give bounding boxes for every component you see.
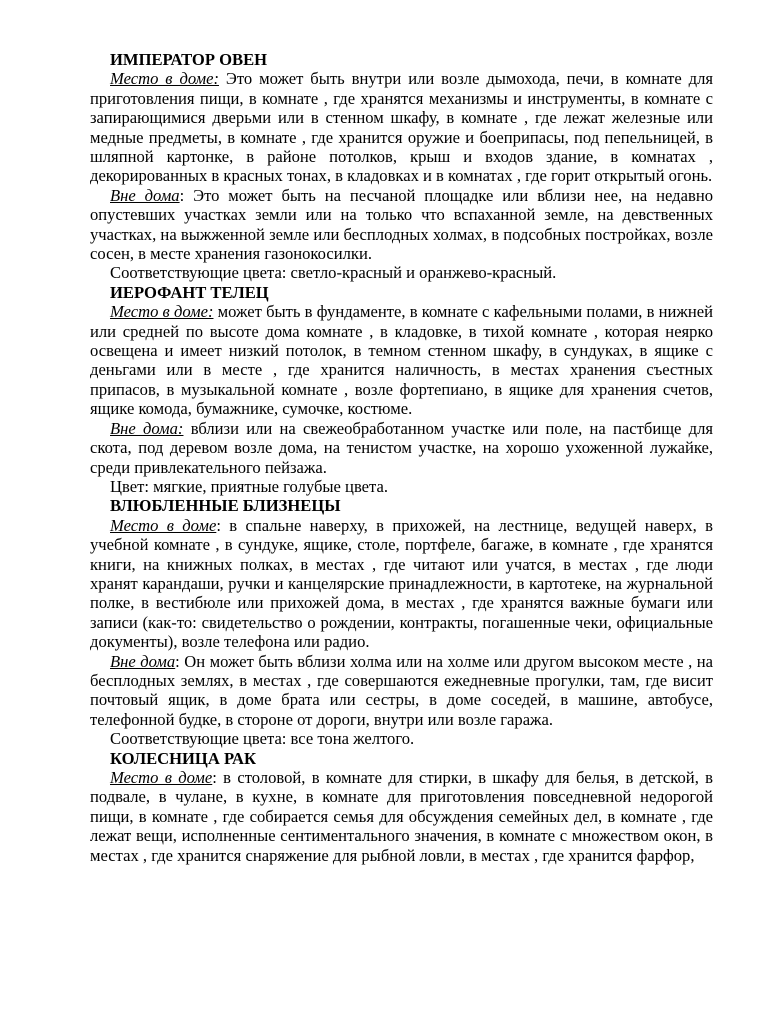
section-outside-gemini (90, 652, 713, 730)
outside-label: Вне дома (110, 185, 180, 205)
outside-text: вблизи или на свежеобработанном участке или поле, на пастбище для скота, под деревом возле дома, на тенистом участке, на хорошо ухоженной лужайке, среди привлекательного пейзажа. (90, 418, 713, 477)
section-colors-aries: Соответствующие цвета: светло-красный и оранжево-красный. (110, 263, 557, 283)
inside-text: Это может быть внутри или возле дымохода, печи, в комнате для приготовления пищи, в комнате , где хранятся механизмы и инструменты, в комнате с запирающимися дверьми или в стенном шкафу, в комнате , где лежат железные или медные предметы, в комнате , где хранится оружие и боеприпасы, под пепельницей, в шляпной картонке, в районе потолков, крыш и входов здание, в комнатах , декорированных в красных тонах, в кладовках и в комнатах , где горит открытый огонь. (90, 69, 713, 186)
document-page (90, 50, 713, 865)
outside-label: Вне дома (110, 651, 176, 671)
inside-text: может быть в фундаменте, в комнате с кафельными полами, в нижней или средней по высоте дома комнате , в кладовке, в тихой комнате , которая неярко освещена и имеет низкий потолок, в темном стенном шкафу, в сундуках, в ящике с деньгами или в месте , где хранится наличность, в местах хранения съестных припасов, в музыкальной комнате , возле фортепиано, в ящике для хранения счетов, ящике комода, бумажнике, сумочке, костюме. (90, 302, 713, 419)
section-inside-cancer (90, 768, 713, 865)
section-inside-gemini (90, 516, 713, 652)
section-colors-taurus: Цвет: мягкие, приятные голубые цвета. (110, 476, 389, 496)
inside-label: Место в доме (110, 515, 217, 535)
section-outside-aries (90, 186, 713, 264)
inside-text: : в столовой, в комнате для стирки, в шкафу для белья, в детской, в подвале, в чулане, в кухне, в комнате для приготовления повседневной недорогой пищи, в комнате , где собирается семья для обсуждения семейных дел, в комнате , где лежат вещи, исполненные сентиментального значения, в комнате с множеством окон, в местах , где хранится снаряжение для рыбной ловли, в местах , где хранится фарфор, (90, 767, 713, 865)
section-title-gemini: ВЛЮБЛЕННЫЕ БЛИЗНЕЦЫ (110, 496, 341, 516)
outside-text: : Это может быть на песчаной площадке или вблизи нее, на недавно опустевших участках земли или на только что вспаханной земле, на девственных участках, на выжженной земле или бесплодных холмах, в подсобных постройках, возле сосен, в месте хранения газонокосилки. (90, 185, 713, 264)
section-inside-taurus (90, 302, 713, 418)
inside-label: Место в доме: (110, 69, 219, 89)
section-inside-aries (90, 69, 713, 185)
outside-label: Вне дома: (110, 418, 184, 438)
section-title-cancer: КОЛЕСНИЦА РАК (110, 748, 256, 768)
section-colors-gemini: Соответствующие цвета: все тона желтого. (110, 729, 415, 749)
section-outside-taurus (90, 419, 713, 477)
section-title-taurus: ИЕРОФАНТ ТЕЛЕЦ (110, 282, 269, 302)
inside-text: : в спальне наверху, в прихожей, на лестнице, ведущей наверх, в учебной комнате , в сундуке, ящике, столе, портфеле, багаже, в комнате , где хранятся книги, на книжных полках, в местах , где читают или учатся, в местах , где люди хранят карандаши, ручки и канцелярские принадлежности, в картотеке, на журнальной полке, в вестибюле или прихожей дома, в местах , где хранятся важные бумаги или записи (как-то: свидетельство о рождении, контракты, погашенные чеки, официальные документы), возле телефона или радио. (90, 515, 713, 652)
outside-text: : Он может быть вблизи холма или на холме или другом высоком месте , на бесплодных землях, в местах , где совершаются ежедневные прогулки, там, где висит почтовый ящик, в доме брата или сестры, в доме соседей, в машине, автобусе, телефонной будке, в стороне от дороги, внутри или возле гаража. (90, 651, 714, 729)
section-title-aries: ИМПЕРАТОР ОВЕН (110, 50, 268, 69)
inside-label: Место в доме (110, 767, 213, 787)
inside-label: Место в доме: (110, 302, 214, 322)
